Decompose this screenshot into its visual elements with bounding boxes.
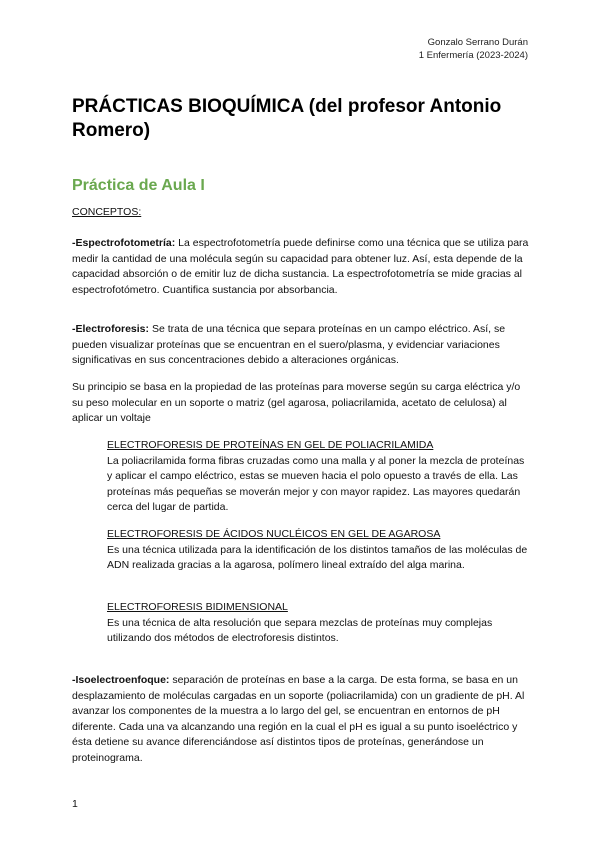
page-header xyxy=(419,36,528,62)
subsection-agarosa xyxy=(107,527,532,574)
page-number: 1 xyxy=(72,798,78,810)
subsection-poliacrilamida xyxy=(107,438,532,516)
section-title: Práctica de Aula I xyxy=(72,177,205,194)
subsection-text: La poliacrilamida forma fibras cruzadas como una malla y al poner la mezcla de proteínas y aplicar el campo eléctrico, estas se mueven hacia el polo opuesto a través de ella. Las proteínas más pequeñas se moverán mejor y con mayor rapidez. Las mayores quedarán cerca del lugar de partida. xyxy=(107,454,525,513)
subsection-heading: ELECTROFORESIS BIDIMENSIONAL xyxy=(107,601,288,613)
text-electroforesis: Se trata de una técnica que separa proteínas en un campo eléctrico. Así, se pueden visualizar proteínas que se encuentran en el suero/plasma, y evidenciar variaciones significativas en sus concentraciones debido a alteraciones orgánicas. xyxy=(72,323,506,366)
subsection-bidimensional xyxy=(107,600,532,647)
concepts-label: CONCEPTOS: xyxy=(72,206,142,218)
header-course: 1 Enfermería (2023-2024) xyxy=(418,50,528,61)
paragraph-isoelectroenfoque xyxy=(72,673,532,766)
text-espectrofotometria: La espectrofotometría puede definirse como una técnica que se utiliza para medir la cantidad de una molécula según su capacidad para obtener luz. Así, esta depende de la capacidad absorción o de emitir luz de dicha sustancia. La espectrofotometría se mide gracias al espectrofotómetro. Cuantifica sustancia por absorbancia. xyxy=(72,237,529,296)
header-author: Gonzalo Serrano Durán xyxy=(427,37,528,48)
term-isoelectroenfoque: -Isoelectroenfoque: xyxy=(72,674,170,686)
text-isoelectroenfoque: separación de proteínas en base a la carga. De esta forma, se basa en un desplazamiento de moléculas cargadas en un soporte (poliacrilamida) con un gradiente de pH. Al avanzar los componentes de la muestra a lo largo del gel, se encuentran en entornos de pH diferente. Cada una va alcanzando una región en la cual el pH es igual a su punto isoeléctrico y ésta detiene su avance diferenciándose así distintos tipos de proteínas, generándose un proteinograma. xyxy=(72,674,525,764)
paragraph-espectrofotometria xyxy=(72,236,532,298)
subsection-heading: ELECTROFORESIS DE ÁCIDOS NUCLÉICOS EN GEL DE AGAROSA xyxy=(107,528,441,540)
document-title: PRÁCTICAS BIOQUÍMICA (del profesor Antonio Romero) xyxy=(72,96,502,141)
subsection-text: Es una técnica utilizada para la identificación de los distintos tamaños de las moléculas de ADN realizada gracias a la agarosa, polímero lineal extraído del alga marina. xyxy=(107,543,528,571)
subsection-heading: ELECTROFORESIS DE PROTEÍNAS EN GEL DE POLIACRILAMIDA xyxy=(107,439,434,451)
paragraph-principle: Su principio se basa en la propiedad de las proteínas para moverse según su carga eléctrica y/o su peso molecular en un soporte o matriz (gel agarosa, poliacrilamida, acetato de celulosa) al aplicar un voltaje xyxy=(72,381,521,424)
term-electroforesis: -Electroforesis: xyxy=(72,323,150,335)
paragraph-electroforesis xyxy=(72,322,532,369)
term-espectrofotometria: -Espectrofotometría: xyxy=(72,237,176,249)
subsection-text: Es una técnica de alta resolución que separa mezclas de proteínas muy complejas utilizando dos métodos de electroforesis distintos. xyxy=(107,616,493,644)
